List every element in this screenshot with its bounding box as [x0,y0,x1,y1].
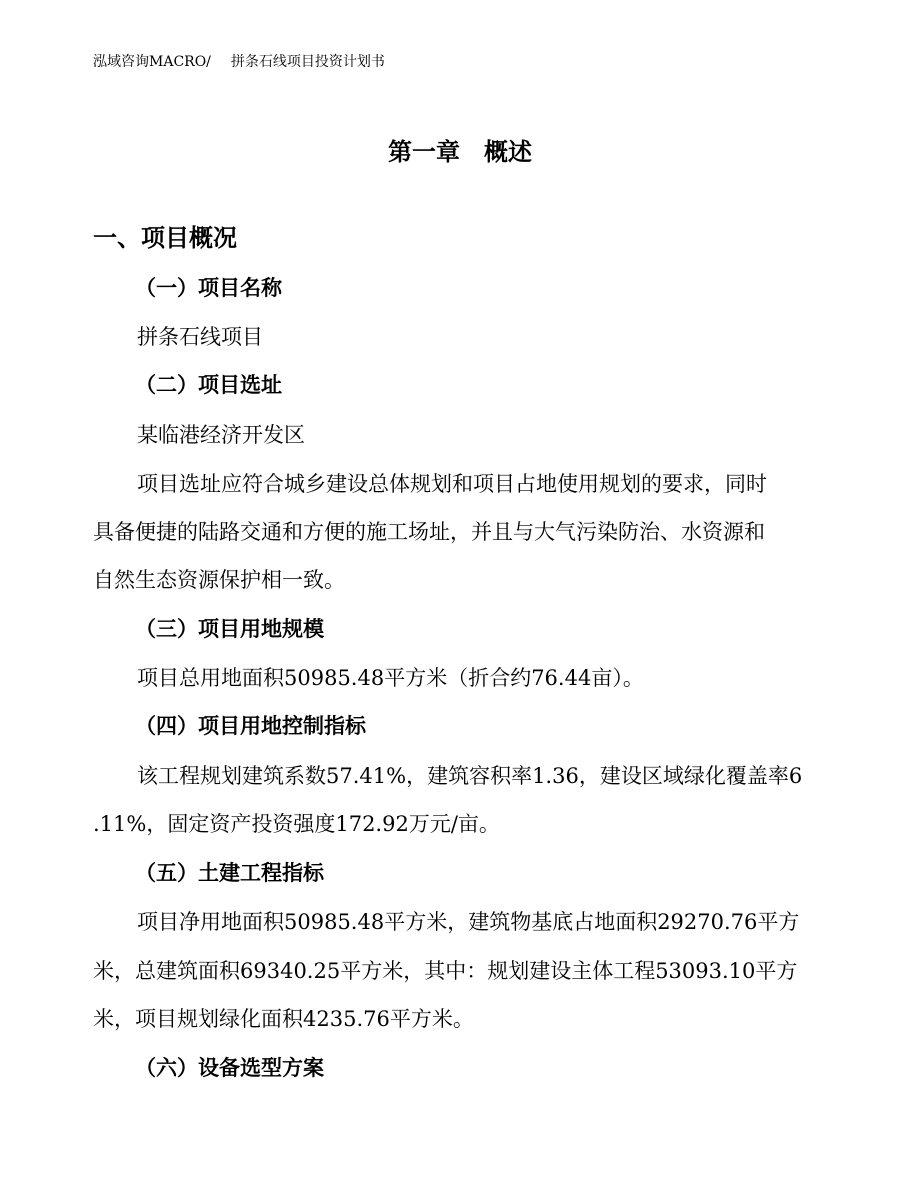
civil-works-line-2: 米，总建筑面积69340.25平方米，其中：规划建设主体工程53093.10平方 [93,959,798,983]
land-scale-text: 项目总用地面积50985.48平方米（折合约76.44亩）。 [137,666,644,690]
subheading-project-site: （二）项目选址 [135,373,282,397]
project-name-text: 拼条石线项目 [137,325,263,349]
civil-works-line-3: 米，项目规划绿化面积4235.76平方米。 [93,1007,474,1031]
land-control-line-1: 该工程规划建筑系数57.41%，建筑容积率1.36，建设区域绿化覆盖率6 [137,764,803,788]
site-paragraph-line-3: 自然生态资源保护相一致。 [93,568,345,592]
page-header [93,52,385,72]
land-control-line-2: .11%，固定资产投资强度172.92万元/亩。 [93,812,500,836]
site-paragraph-line-1: 项目选址应符合城乡建设总体规划和项目占地使用规划的要求，同时 [137,472,767,496]
subheading-land-control: （四）项目用地控制指标 [135,714,366,738]
site-paragraph-line-2: 具备便捷的陆路交通和方便的施工场址，并且与大气污染防治、水资源和 [93,520,765,544]
project-site-text: 某临港经济开发区 [137,423,305,447]
header-company: 泓域咨询MACRO/ [93,54,211,70]
section-heading-project-overview: 一、项目概况 [93,224,237,252]
subheading-equipment-selection: （六）设备选型方案 [135,1056,324,1080]
civil-works-line-1: 项目净用地面积50985.48平方米，建筑物基底占地面积29270.76平方 [137,910,800,934]
subheading-project-name: （一）项目名称 [135,276,282,300]
header-doc-title: 拼条石线项目投资计划书 [230,54,385,70]
chapter-title: 第一章 概述 [388,138,532,166]
subheading-civil-works: （五）土建工程指标 [135,861,324,885]
subheading-land-scale: （三）项目用地规模 [135,617,324,641]
